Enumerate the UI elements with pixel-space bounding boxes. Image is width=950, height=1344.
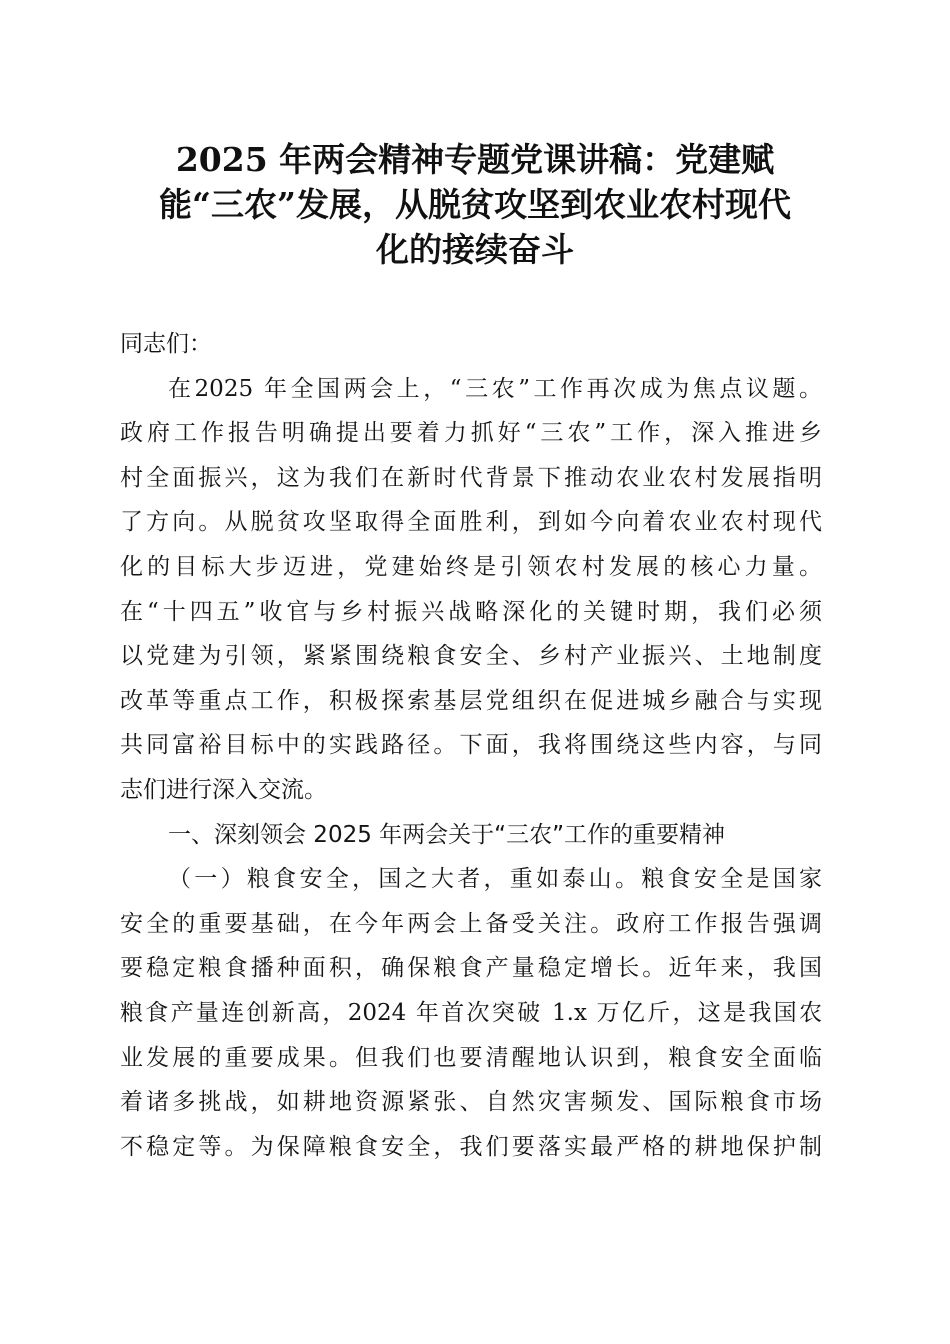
section-heading: 一、深刻领会 2025 年两会关于“三农”工作的重要精神 [168, 821, 725, 848]
paragraph-line: 不稳定等。为保障粮食安全，我们要落实最严格的耕地保护制 [120, 1133, 822, 1160]
title-line: 能“三农”发展，从脱贫攻坚到农业农村现代 [159, 185, 791, 224]
paragraph-line: 业发展的重要成果。但我们也要清醒地认识到，粮食安全面临 [120, 1044, 822, 1071]
paragraph-line: 共同富裕目标中的实践路径。下面，我将围绕这些内容，与同 [120, 732, 822, 759]
salutation: 同志们： [120, 331, 212, 357]
section-paragraph [120, 857, 822, 1169]
paragraph-line: 了方向。从脱贫攻坚取得全面胜利，到如今向着农业农村现代 [120, 509, 822, 536]
document-body [120, 322, 822, 1169]
title-line: 化的接续奋斗 [376, 230, 574, 269]
paragraph-line: 着诸多挑战，如耕地资源紧张、自然灾害频发、国际粮食市场 [120, 1089, 822, 1116]
paragraph-line: 化的目标大步迈进，党建始终是引领农村发展的核心力量。 [120, 553, 822, 580]
document-title [110, 137, 840, 272]
paragraph-line: 村全面振兴，这为我们在新时代背景下推动农业农村发展指明 [120, 464, 822, 491]
paragraph-line: 以党建为引领，紧紧围绕粮食安全、乡村产业振兴、土地制度 [120, 643, 822, 670]
title-line: 2025 年两会精神专题党课讲稿：党建赋 [175, 140, 775, 179]
paragraph-line: 志们进行深入交流。 [120, 776, 327, 803]
intro-paragraph [120, 367, 822, 813]
paragraph-line: 粮食产量连创新高，2024 年首次突破 1.x 万亿斤，这是我国农 [120, 999, 822, 1026]
paragraph-line: 在“十四五”收官与乡村振兴战略深化的关键时期，我们必须 [120, 598, 822, 625]
paragraph-line: 在2025 年全国两会上，“三农”工作再次成为焦点议题。 [168, 375, 822, 402]
paragraph-line: （一）粮食安全，国之大者，重如泰山。粮食安全是国家 [168, 866, 822, 893]
paragraph-line: 安全的重要基础，在今年两会上备受关注。政府工作报告强调 [120, 910, 822, 937]
paragraph-line: 政府工作报告明确提出要着力抓好“三农”工作，深入推进乡 [120, 420, 822, 447]
paragraph-line: 要稳定粮食播种面积，确保粮食产量稳定增长。近年来，我国 [120, 955, 822, 982]
paragraph-line: 改革等重点工作，积极探索基层党组织在促进城乡融合与实现 [120, 687, 822, 714]
